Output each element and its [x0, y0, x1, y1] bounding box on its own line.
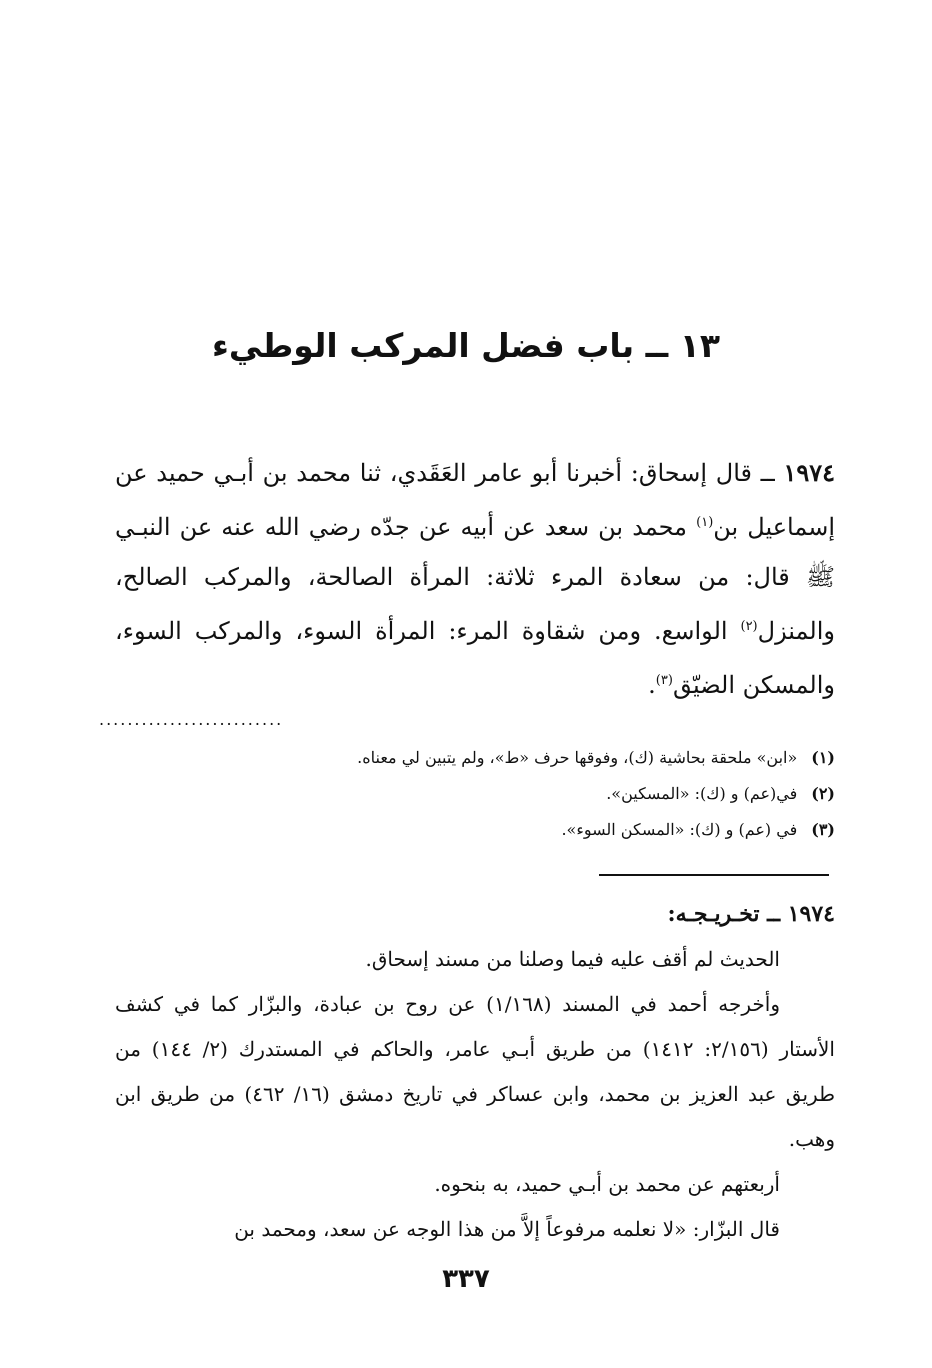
hadith-number: ١٩٧٤	[783, 458, 836, 487]
hadith-text-part: الواسع. ومن شقاوة المرء: المرأة السوء، والمركب السوء، والمسكن الضيّق	[115, 617, 835, 699]
footnote-separator: ..........................	[99, 710, 284, 729]
takhrij-paragraph: أربعتهم عن محمد بن أبـي حميد، به بنحوه.	[434, 1172, 780, 1196]
takhrij-paragraph: الحديث لم أقف عليه فيما وصلنا من مسند إسحاق.	[365, 947, 780, 971]
hadith-text-part: محمد بن سعد عن أبيه عن جدّه رضي الله عنه عن النبـي ﷺ قال: من سعادة المرء ثلاثة: المرأة الصالحة، والمركب الصالح، والمنزل	[115, 513, 835, 645]
hadith-text-part: ــ قال إسحاق: أخبرنا أبو عامر العَقَدي، ثنا محمد بن أبـي حميد عن إسماعيل بن	[115, 459, 836, 541]
footnote-ref: (١)	[696, 515, 714, 530]
takhrij-paragraph: قال البزّار: «لا نعلمه مرفوعاً إلاَّ من هذا الوجه عن سعد، ومحمد بن	[234, 1217, 780, 1241]
chapter-title: ١٣ ــ باب فضل المركب الوطيء	[211, 326, 721, 365]
footnote-text: في (عم) و (ك): «المسكن السوء».	[561, 820, 798, 839]
section-divider	[599, 874, 829, 876]
footnote-text: في(عم) و (ك): «المسكين».	[606, 784, 798, 803]
footnote-item	[115, 812, 835, 848]
footnote-ref: (٣)	[655, 673, 673, 688]
footnote-item	[115, 740, 835, 776]
footnote-item	[115, 776, 835, 812]
hadith-text-part: .	[648, 671, 656, 699]
footnote-number: (٢)	[811, 784, 835, 803]
takhrij-section	[115, 892, 835, 1252]
footnote-number: (١)	[811, 748, 835, 767]
footnote-text: «ابن» ملحقة بحاشية (ك)، وفوقها حرف «ط»، ولم يتبين لي معناه.	[357, 748, 798, 767]
takhrij-heading: ١٩٧٤ ــ تخـريـجـه:	[667, 901, 835, 927]
footnote-number: (٣)	[811, 820, 835, 839]
footnotes	[115, 740, 835, 848]
hadith-text	[115, 448, 835, 710]
takhrij-paragraph: وأخرجه أحمد في المسند (١/١٦٨) عن روح بن عبادة، والبزّار كما في كشف الأستار (٢/١٥٦: ١٤١٢) من طريق أبـي عامر، والحاكم في المستدرك (٢/ ١٤٤) من طريق عبد العزيز بن محمد، وابن عساكر في تاريخ دمشق (١٦/ ٤٦٢) من طريق ابن وهب.	[115, 992, 835, 1151]
page-number: ٣٣٧	[442, 1264, 490, 1294]
footnote-ref: (٢)	[740, 619, 758, 634]
